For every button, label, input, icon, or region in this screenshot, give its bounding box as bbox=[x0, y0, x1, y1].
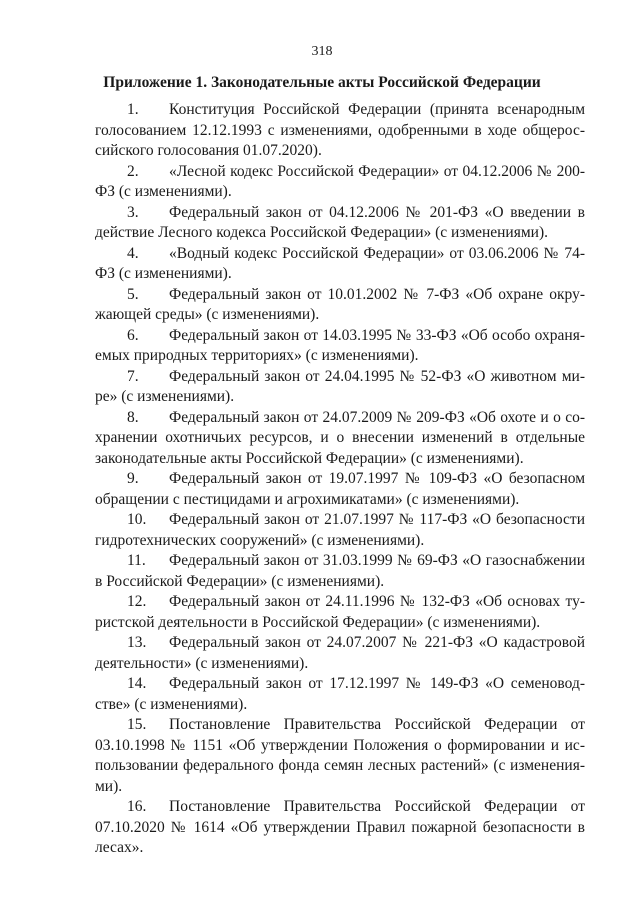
list-item bbox=[95, 203, 585, 244]
item-number: 13. bbox=[127, 634, 147, 651]
list-item bbox=[95, 510, 585, 551]
item-text: Конституция Российской Федерации (принята всенародным голосованием 12.12.1993 с изменениями, одобренными в ходе общероссийского голосования 01.07.2020). bbox=[95, 101, 585, 159]
item-number: 9. bbox=[127, 470, 139, 487]
list-item bbox=[95, 674, 585, 715]
item-number: 4. bbox=[127, 244, 139, 262]
list-item bbox=[95, 408, 585, 470]
appendix-heading: Приложение 1. Законодательные акты Российской Федерации bbox=[103, 74, 541, 91]
item-text: Федеральный закон от 24.11.1996 № 132-ФЗ «Об основах туристской деятельности в Российской Федерации» (с изменениями). bbox=[95, 593, 585, 631]
item-number: 1. bbox=[127, 101, 139, 118]
item-number: 3. bbox=[127, 203, 139, 221]
item-number: 6. bbox=[127, 326, 139, 344]
item-number: 11. bbox=[127, 552, 146, 569]
item-number: 5. bbox=[127, 285, 139, 303]
item-text: Федеральный закон от 04.12.2006 № 201-ФЗ «О введении в действие Лесного кодекса Российской Федерации» (с изменениями). bbox=[95, 203, 585, 241]
page-number: 318 bbox=[311, 44, 333, 59]
item-text: Федеральный закон от 21.07.1997 № 117-ФЗ «О безопасности гидротехнических сооружений» (с изменениями). bbox=[95, 511, 585, 549]
list-item bbox=[95, 592, 585, 633]
list-item bbox=[95, 797, 585, 859]
item-number: 8. bbox=[127, 408, 139, 426]
item-text: Постановление Правительства Российской Федерации от 03.10.1998 № 1151 «Об утверждении Положения о формировании и использовании федерального фонда семян лесных растений» (с изменениями). bbox=[95, 716, 585, 795]
list-item bbox=[95, 244, 585, 285]
item-text: Федеральный закон от 19.07.1997 № 109-ФЗ «О безопасном обращении с пестицидами и агрохимикатами» (с изменениями). bbox=[95, 470, 585, 508]
list-item bbox=[95, 162, 585, 203]
list-item bbox=[95, 100, 585, 162]
list-item bbox=[95, 715, 585, 797]
item-text: Федеральный закон от 17.12.1997 № 149-ФЗ «О семеноводстве» (с изменениями). bbox=[95, 675, 585, 713]
item-text: Федеральный закон от 24.07.2007 № 221-ФЗ «О кадастровой деятельности» (с изменениями). bbox=[95, 634, 585, 672]
item-text: Федеральный закон от 31.03.1999 № 69-ФЗ «О газоснабжении в Российской Федерации» (с изменениями). bbox=[95, 552, 585, 590]
item-text: «Лесной кодекс Российской Федерации» от 04.12.2006 № 200-ФЗ (с изменениями). bbox=[95, 162, 585, 200]
item-number: 15. bbox=[127, 716, 147, 733]
item-number: 7. bbox=[127, 367, 139, 385]
item-number: 12. bbox=[127, 593, 147, 610]
item-text: Федеральный закон от 24.07.2009 № 209-ФЗ «Об охоте и о сохранении охотничьих ресурсов, и о внесении изменений в отдельные законодательные акты Российской Федерации» (с изменениями). bbox=[95, 408, 585, 467]
item-number: 2. bbox=[127, 162, 139, 180]
item-number: 10. bbox=[127, 511, 147, 528]
item-text: Федеральный закон от 14.03.1995 № 33-ФЗ «Об особо охраняемых природных территориях» (с изменениями). bbox=[95, 326, 585, 364]
item-text: Постановление Правительства Российской Федерации от 07.10.2020 № 1614 «Об утверждении Правил пожарной безопасности в лесах». bbox=[95, 798, 585, 856]
legislation-list bbox=[95, 100, 585, 859]
item-number: 16. bbox=[127, 798, 147, 815]
item-text: Федеральный закон от 10.01.2002 № 7-ФЗ «Об охране окружающей среды» (с изменениями). bbox=[95, 285, 585, 323]
item-number: 14. bbox=[127, 675, 147, 692]
list-item bbox=[95, 551, 585, 592]
list-item bbox=[95, 469, 585, 510]
list-item bbox=[95, 285, 585, 326]
list-item bbox=[95, 633, 585, 674]
list-item bbox=[95, 326, 585, 367]
item-text: Федеральный закон от 24.04.1995 № 52-ФЗ «О животном мире» (с изменениями). bbox=[95, 367, 585, 405]
item-text: «Водный кодекс Российской Федерации» от 03.06.2006 № 74-ФЗ (с изменениями). bbox=[95, 244, 585, 282]
list-item bbox=[95, 367, 585, 408]
